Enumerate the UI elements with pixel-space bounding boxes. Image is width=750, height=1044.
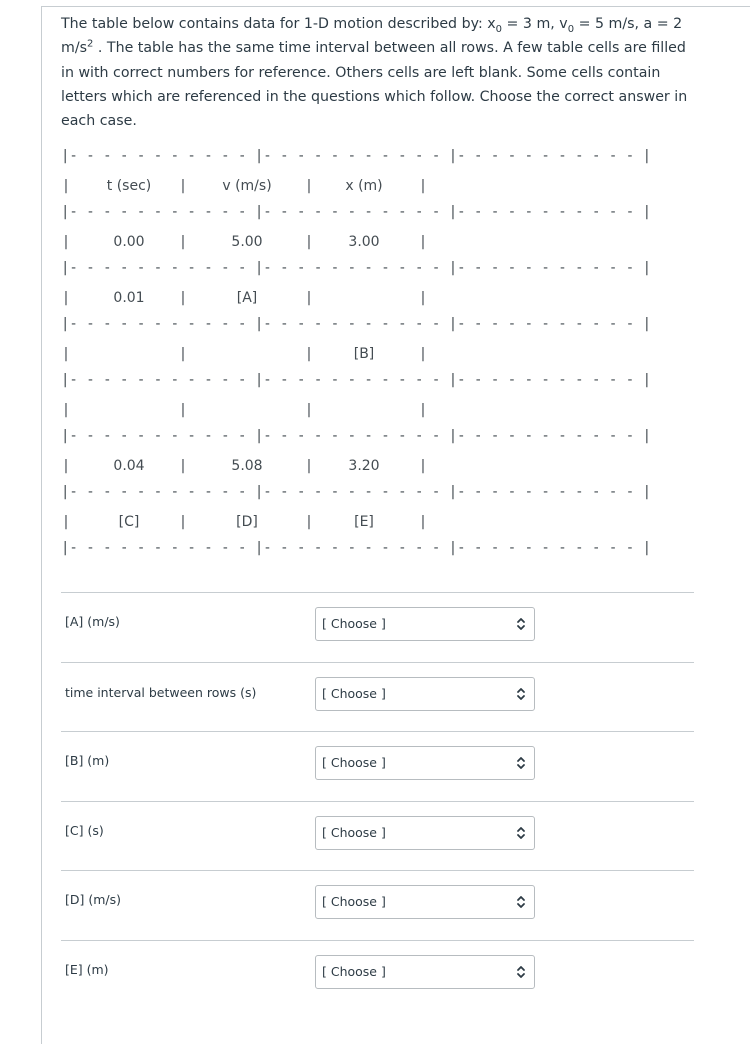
question-label: [D] (m/s) (65, 892, 122, 908)
table-border-line: |- - - - - - - - - - - |- - - - - - - - - - - |- - - - - - - - - - - | (61, 316, 652, 332)
answer-select[interactable] (315, 677, 535, 711)
table-border-line: |- - - - - - - - - - - |- - - - - - - - - - - |- - - - - - - - - - - | (61, 372, 652, 388)
question-row (61, 592, 694, 662)
table-pipe: | (180, 514, 186, 530)
desc-text-1: The table below contains data for 1-D motion described by: x (61, 16, 496, 32)
table-cell (197, 400, 297, 420)
table-pipe: | (420, 178, 426, 194)
table-pipe: | (420, 346, 426, 362)
answer-select[interactable] (315, 885, 535, 919)
table-cell: 3.20 (348, 458, 380, 474)
desc-text-4: . The table has the same time interval between all rows. A few table cells are filled in with correct numbers for reference. Others cells are left blank. Some cells contain letters which are referenced in the questions which follow. Choose the correct answer in each case. (61, 40, 688, 130)
table-header-cell: v (m/s) (222, 178, 272, 194)
chevron-up-down-icon (516, 756, 526, 770)
answer-select-value: [ Choose ] (322, 894, 386, 910)
table-cell: 0.00 (113, 234, 145, 250)
table-pipe: | (180, 178, 186, 194)
table-pipe: | (306, 458, 312, 474)
table-border-line: |- - - - - - - - - - - |- - - - - - - - - - - |- - - - - - - - - - - | (61, 428, 652, 444)
desc-sub-v0: 0 (567, 23, 575, 35)
question-label: [C] (s) (65, 822, 104, 838)
table-pipe: | (63, 234, 69, 250)
table-cell: 0.04 (113, 458, 145, 474)
table-pipe: | (63, 458, 69, 474)
table-pipe: | (63, 178, 69, 194)
table-cell (314, 400, 414, 420)
chevron-up-down-icon (516, 687, 526, 701)
answer-select-value: [ Choose ] (322, 755, 386, 771)
table-cell: [C] (118, 514, 140, 530)
table-cell: [E] (354, 514, 374, 530)
table-cell (79, 400, 179, 420)
table-cell: [D] (236, 514, 258, 530)
table-pipe: | (420, 290, 426, 306)
table-pipe: | (306, 234, 312, 250)
table-cell: 3.00 (348, 234, 380, 250)
answer-select-value: [ Choose ] (322, 964, 386, 979)
question-row (61, 801, 694, 871)
answer-select[interactable] (315, 607, 535, 641)
chevron-up-down-icon (516, 826, 526, 840)
table-pipe: | (180, 346, 186, 362)
table-pipe: | (180, 234, 186, 250)
table-pipe: | (63, 290, 69, 306)
chevron-up-down-icon (516, 617, 526, 631)
table-pipe: | (420, 234, 426, 250)
table-pipe: | (306, 346, 312, 362)
question-row (61, 940, 694, 1010)
question-row (61, 870, 694, 940)
table-pipe: | (180, 458, 186, 474)
table-pipe: | (180, 402, 186, 418)
question-label: [B] (m) (65, 753, 110, 769)
table-header-cell: t (sec) (106, 178, 152, 194)
desc-text-3: = 5 m/s, a = 2 m/s (61, 16, 683, 57)
table-pipe: | (420, 514, 426, 530)
table-border-line: |- - - - - - - - - - - |- - - - - - - - - - - |- - - - - - - - - - - | (61, 204, 652, 220)
desc-sub-x0: 0 (495, 23, 503, 35)
table-cell: [B] (353, 346, 375, 362)
table-pipe: | (63, 514, 69, 530)
table-pipe: | (180, 290, 186, 306)
table-pipe: | (63, 402, 69, 418)
table-pipe: | (420, 458, 426, 474)
table-pipe: | (63, 346, 69, 362)
question-label: time interval between rows (s) (65, 684, 257, 700)
table-cell: 5.00 (231, 234, 263, 250)
answer-select-value: [ Choose ] (322, 685, 386, 701)
chevron-up-down-icon (516, 965, 526, 979)
question-row (61, 731, 694, 801)
table-pipe: | (306, 514, 312, 530)
question-label: [A] (m/s) (65, 614, 120, 629)
question-label: [E] (m) (65, 962, 109, 977)
answer-select[interactable] (315, 955, 535, 989)
table-cell: 5.08 (231, 458, 263, 474)
table-header-cell: x (m) (345, 178, 383, 194)
question-row (61, 662, 694, 732)
answer-select[interactable] (315, 746, 535, 780)
table-pipe: | (306, 290, 312, 306)
table-pipe: | (420, 402, 426, 418)
answer-select[interactable] (315, 816, 535, 850)
question-description (61, 12, 697, 133)
desc-text-2: = 3 m, v (502, 16, 568, 32)
answer-select-value: [ Choose ] (322, 824, 386, 840)
desc-sup: 2 (87, 38, 94, 50)
table-pipe: | (306, 402, 312, 418)
table-cell: 0.01 (113, 290, 145, 306)
table-cell (197, 344, 297, 364)
table-border-line: |- - - - - - - - - - - |- - - - - - - - - - - |- - - - - - - - - - - | (61, 260, 652, 276)
table-pipe: | (306, 178, 312, 194)
table-cell: [A] (236, 290, 258, 306)
table-cell (79, 344, 179, 364)
table-border-line: |- - - - - - - - - - - |- - - - - - - - - - - |- - - - - - - - - - - | (61, 148, 652, 164)
answer-select-value: [ Choose ] (322, 616, 386, 631)
table-border-line: |- - - - - - - - - - - |- - - - - - - - - - - |- - - - - - - - - - - | (61, 540, 652, 556)
table-cell (314, 288, 414, 308)
chevron-up-down-icon (516, 895, 526, 909)
table-border-line: |- - - - - - - - - - - |- - - - - - - - - - - |- - - - - - - - - - - | (61, 484, 652, 500)
